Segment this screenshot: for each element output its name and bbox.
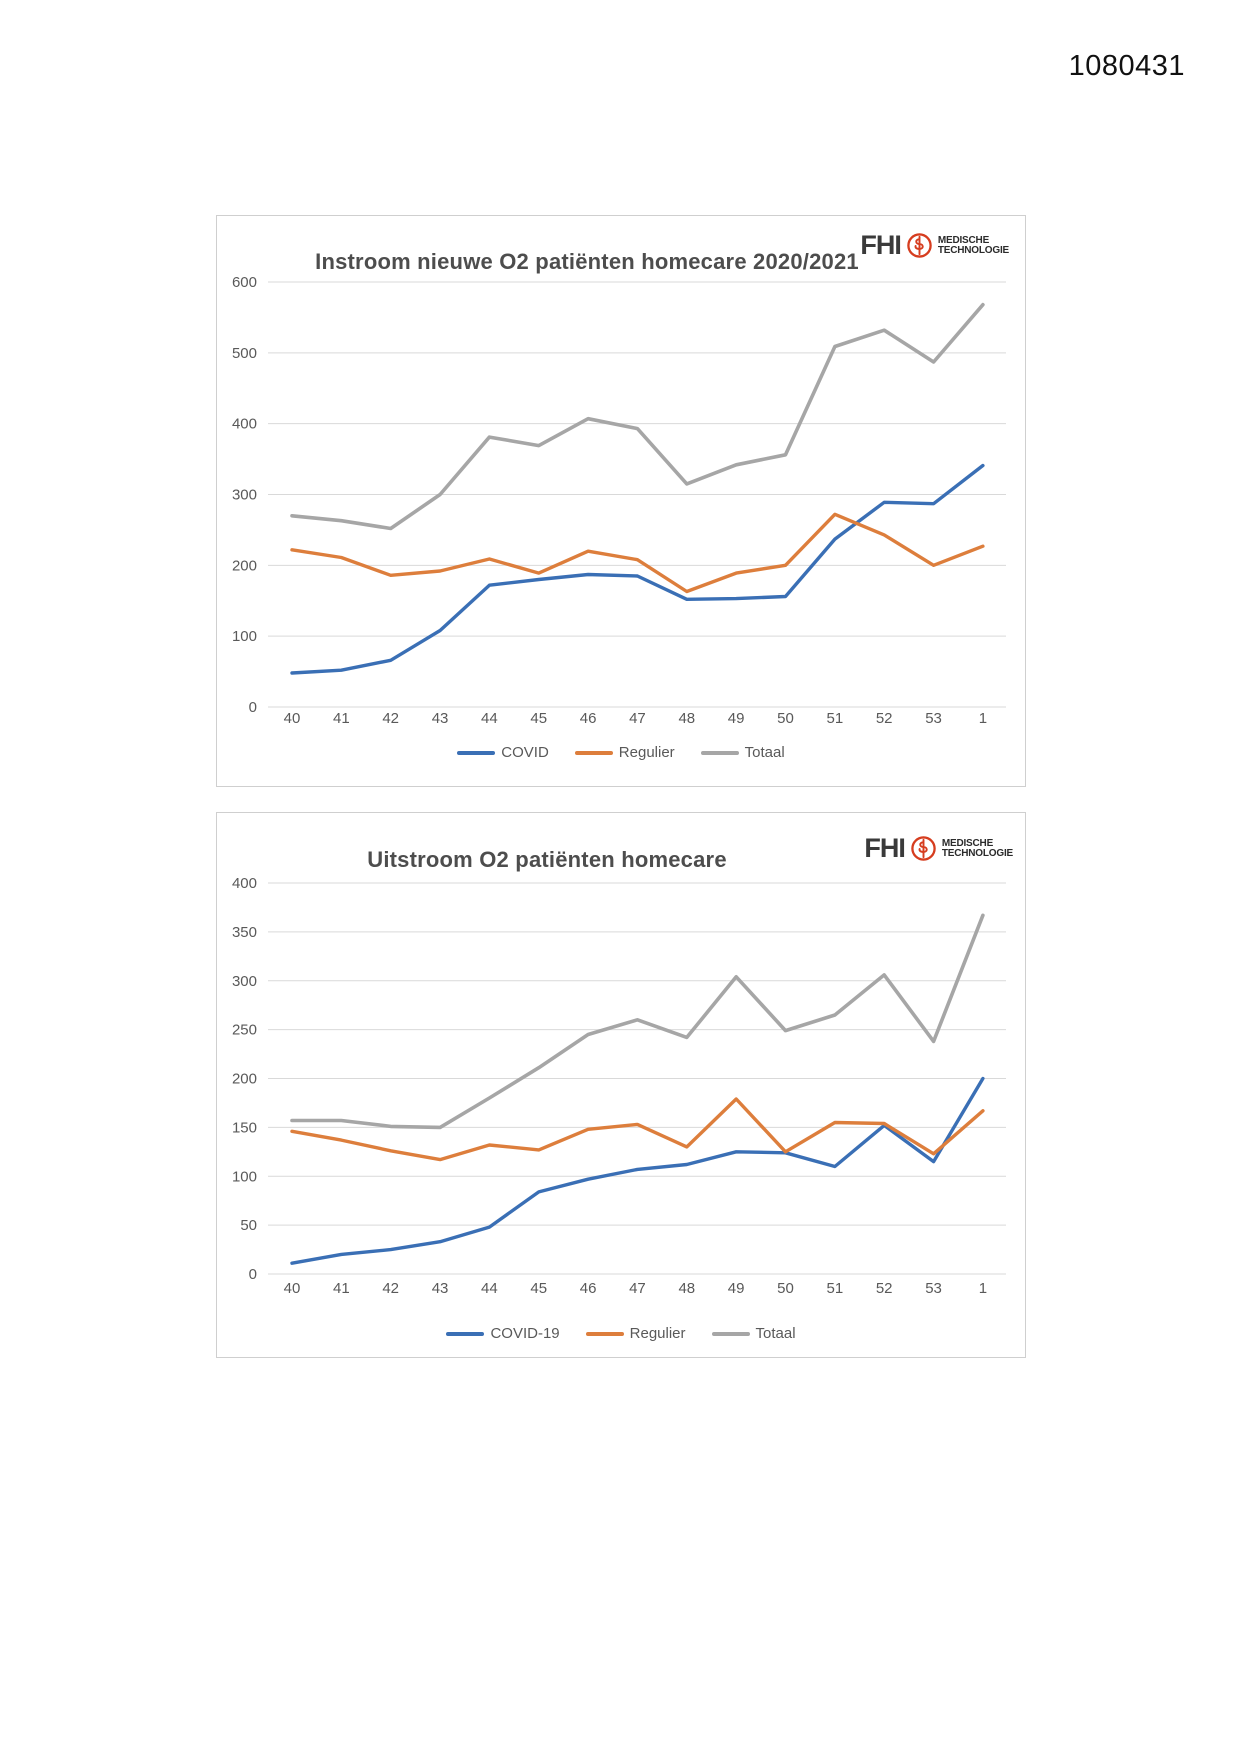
- x-tick-label: 49: [727, 1280, 745, 1297]
- x-tick-label: 1: [978, 710, 988, 727]
- y-tick-label: 100: [231, 1168, 257, 1186]
- x-tick-label: 48: [678, 710, 696, 727]
- y-tick-label: 350: [231, 923, 257, 941]
- page-number: 1080431: [1068, 50, 1185, 82]
- legend-label: Totaal: [744, 744, 785, 761]
- x-tick-label: 53: [925, 710, 942, 727]
- gridlines: [268, 282, 1006, 707]
- x-tick-label: 45: [530, 1280, 548, 1297]
- legend-item-regulier: [586, 1325, 686, 1342]
- legend-label: Regulier: [629, 1325, 686, 1342]
- x-tick-label: 43: [431, 1280, 449, 1297]
- fhi-brand-text: FHI: [864, 833, 905, 863]
- uitstroom-plot-area: [217, 813, 1025, 1357]
- x-tick-label: 49: [727, 710, 745, 727]
- x-tick-label: 45: [530, 710, 548, 727]
- chart-instroom: [216, 215, 1026, 787]
- y-axis-labels: [232, 274, 257, 716]
- legend-label: Totaal: [755, 1325, 796, 1342]
- x-tick-label: 41: [333, 1280, 350, 1297]
- x-tick-label: 50: [777, 710, 794, 727]
- x-tick-label: 48: [678, 1280, 696, 1297]
- x-axis-labels: [284, 1280, 987, 1297]
- y-tick-label: 500: [231, 344, 257, 362]
- x-tick-label: 1: [978, 1280, 988, 1297]
- x-tick-label: 40: [283, 710, 301, 727]
- x-tick-label: 40: [283, 1280, 301, 1297]
- fhi-esculaap-icon: [910, 835, 937, 862]
- fhi-esculaap-icon: [906, 232, 933, 259]
- chart-title-instroom: Instroom nieuwe O2 patiënten homecare 2020/2021: [315, 249, 859, 274]
- fhi-logo: [860, 232, 1009, 259]
- y-tick-label: 300: [231, 972, 257, 990]
- legend-label: COVID-19: [490, 1325, 560, 1342]
- legend-item-totaal: [712, 1325, 796, 1342]
- fhi-logo: [864, 835, 1013, 862]
- x-tick-label: 42: [382, 1280, 400, 1297]
- legend-label: Regulier: [618, 744, 675, 761]
- legend-swatch-covid: [457, 751, 495, 755]
- fhi-logo-line1: MEDISCHE: [937, 234, 990, 246]
- x-tick-label: 41: [333, 710, 350, 727]
- gridlines: [268, 883, 1006, 1274]
- y-tick-label: 250: [231, 1021, 257, 1039]
- x-tick-label: 42: [382, 710, 400, 727]
- legend-swatch-totaal: [712, 1332, 750, 1336]
- series-line-totaal: [292, 915, 983, 1127]
- legend-item-totaal: [701, 744, 785, 761]
- y-tick-label: 0: [248, 699, 257, 716]
- x-tick-label: 50: [777, 1280, 794, 1297]
- y-tick-label: 150: [231, 1119, 257, 1137]
- fhi-brand-text: FHI: [860, 230, 901, 260]
- series-line-covid: [292, 466, 983, 674]
- legend-swatch-regulier: [586, 1332, 624, 1336]
- x-tick-label: 44: [481, 710, 498, 727]
- x-tick-label: 46: [579, 710, 597, 727]
- legend-label: COVID: [501, 744, 549, 761]
- fhi-logo-text: [938, 236, 1009, 256]
- y-axis-labels: [232, 875, 257, 1283]
- fhi-logo-text: [942, 839, 1013, 859]
- legend-item-covid: [457, 744, 549, 761]
- fhi-logo-line2: TECHNOLOGIE: [937, 244, 1009, 256]
- x-tick-label: 46: [579, 1280, 597, 1297]
- x-tick-label: 51: [826, 710, 844, 727]
- series-line-covid-19: [292, 1079, 983, 1264]
- x-tick-label: 51: [826, 1280, 844, 1297]
- legend-instroom: [217, 744, 1025, 761]
- y-tick-label: 300: [231, 486, 257, 504]
- y-tick-label: 200: [231, 1070, 257, 1088]
- y-tick-label: 400: [231, 415, 257, 433]
- x-tick-label: 44: [481, 1280, 498, 1297]
- legend-item-regulier: [575, 744, 675, 761]
- x-tick-label: 52: [875, 710, 893, 727]
- x-tick-label: 47: [629, 710, 646, 727]
- y-tick-label: 400: [231, 875, 257, 892]
- fhi-logo-line1: MEDISCHE: [941, 837, 994, 849]
- y-tick-label: 50: [240, 1217, 257, 1235]
- legend-item-covid-19: [446, 1325, 559, 1342]
- y-tick-label: 100: [231, 628, 257, 646]
- legend-swatch-covid-19: [446, 1332, 484, 1336]
- fhi-logo-line2: TECHNOLOGIE: [941, 847, 1013, 859]
- legend-uitstroom: [217, 1325, 1025, 1342]
- chart-title-uitstroom: Uitstroom O2 patiënten homecare: [367, 847, 727, 872]
- y-tick-label: 200: [231, 557, 257, 575]
- instroom-plot-area: [217, 216, 1025, 786]
- y-tick-label: 0: [248, 1266, 257, 1283]
- x-axis-labels: [284, 710, 987, 727]
- legend-swatch-regulier: [575, 751, 613, 755]
- x-tick-label: 52: [875, 1280, 893, 1297]
- x-tick-label: 43: [431, 710, 449, 727]
- legend-swatch-totaal: [701, 751, 739, 755]
- y-tick-label: 600: [231, 274, 257, 291]
- x-tick-label: 53: [925, 1280, 942, 1297]
- chart-uitstroom: [216, 812, 1026, 1358]
- x-tick-label: 47: [629, 1280, 646, 1297]
